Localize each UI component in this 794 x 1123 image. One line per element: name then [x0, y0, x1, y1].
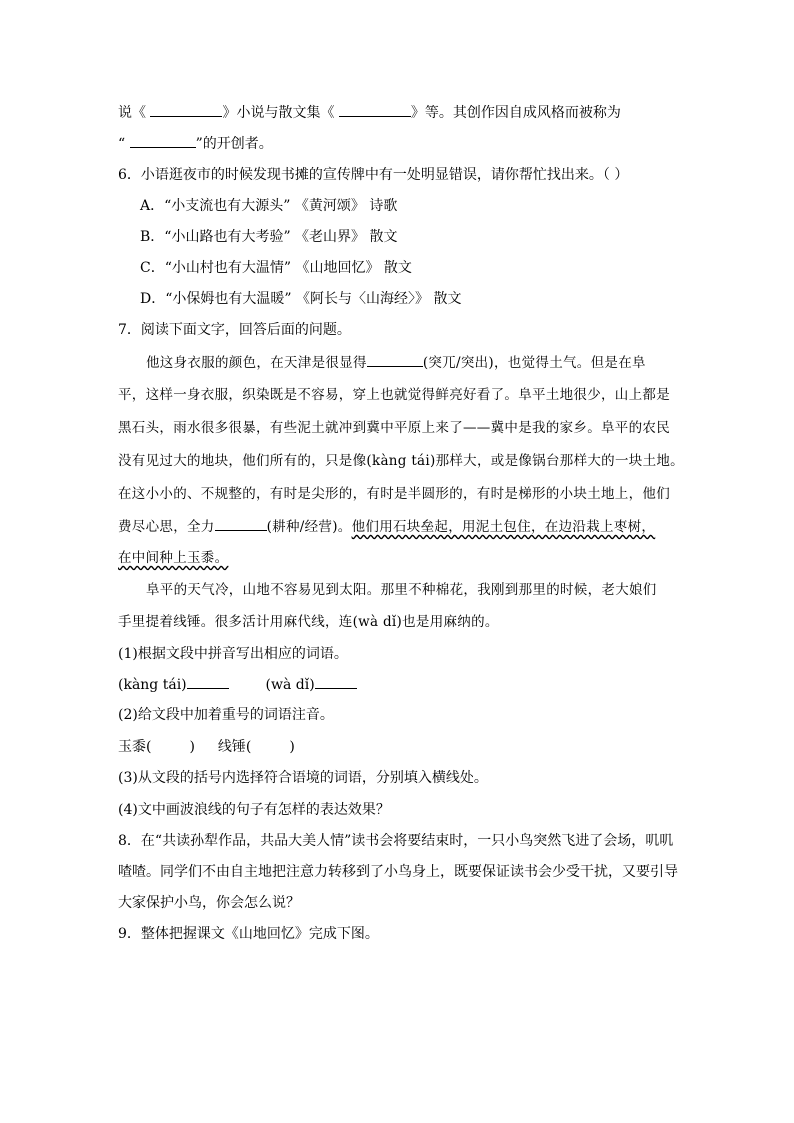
answer-blank: [150, 102, 222, 117]
q7-sub-3: (3)从文段的括号内选择符合语境的词语，分别填入横线处。: [118, 770, 488, 786]
q6-option-a: A．“小支流也有大源头” 《黄河颂》 诗歌: [140, 198, 398, 214]
q8-line-1: 8．在“共读孙犁作品，共品大美人情”读书会将要结束时，一只小鸟突然飞进了会场，叽叽: [118, 833, 674, 849]
answer-blank: [339, 102, 411, 117]
q8-line-2: 喳喳。同学们不由自主地把注意力转移到了小鸟身上，既要保证读书会少受干扰，又要引导: [118, 864, 678, 880]
answer-blank: [187, 674, 229, 689]
q8-line-3: 大家保护小鸟，你会怎么说？: [118, 895, 300, 911]
passage-line: 手里提着线锤。很多活计用麻代线，连(wà dǐ)也是用麻纳的。: [118, 614, 499, 630]
q5-line-1: 说《 》小说与散文集《 》等。其创作因自成风格而被称为: [118, 102, 621, 123]
q6-option-b: B．“小山路也有大考验” 《老山界》 散文: [140, 229, 398, 245]
passage-line: 费尽心思，全力 (耕种/经营)。他们用石块垒起，用泥土包住，在边沿栽上枣树，: [118, 516, 655, 537]
q9-stem: 9．整体把握课文《山地回忆》完成下图。: [118, 926, 379, 942]
wavy-underlined-sentence: 他们用石块垒起，用泥土包住，在边沿栽上枣树，: [351, 519, 656, 535]
passage-line: [118, 548, 228, 568]
wavy-underlined-sentence: 在中间种上玉黍。: [118, 550, 229, 566]
answer-blank: [315, 674, 357, 689]
answer-blank: [130, 133, 196, 148]
q5-line-2: “ ”的开创者。: [118, 133, 273, 154]
answer-blank: [367, 352, 423, 367]
q6-option-c: C．“小山村也有大温情” 《山地回忆》 散文: [140, 260, 412, 276]
passage-line: 他这身衣服的颜色，在天津是很显得 (突兀/突出)，也觉得土气。但是在阜: [146, 352, 646, 373]
q7-stem: 7．阅读下面文字，回答后面的问题。: [118, 322, 351, 338]
q7-sub-1: (1)根据文段中拼音写出相应的词语。: [118, 646, 348, 662]
passage-line: 没有见过大的地块，他们所有的，只是像(kàng tái)那样大，或是像锅台那样大的一块土地。: [118, 453, 684, 469]
q7-sub-2: (2)给文段中加着重号的词语注音。: [118, 707, 334, 723]
q7-pinyin-blanks: (kàng tái) (wà dǐ): [118, 674, 357, 695]
passage-line: 在这小小的、不规整的，有时是尖形的，有时是半圆形的，有时是梯形的小块土地上，他们: [118, 486, 670, 502]
passage-line: 阜平的天气冷，山地不容易见到太阳。那里不种棉花，我刚到那里的时候，老大娘们: [146, 582, 657, 598]
answer-blank: [215, 516, 267, 531]
passage-line: 黑石头，雨水很多很暴，有些泥土就冲到冀中平原上来了——冀中是我的家乡。阜平的农民: [118, 420, 670, 436]
passage-line: 平，这样一身衣服，织染既是不容易，穿上也就觉得鲜亮好看了。阜平土地很少，山上都是: [118, 387, 670, 403]
q7-notation-blanks: 玉黍( ) 线锤( ): [118, 739, 295, 755]
q7-sub-4: (4)文中画波浪线的句子有怎样的表达效果？: [118, 802, 390, 818]
q6-option-d: D．“小保姆也有大温暖” 《阿长与〈山海经〉》 散文: [140, 291, 462, 307]
q6-stem: 6．小语逛夜市的时候发现书摊的宣传牌中有一处明显错误，请你帮忙找出来。（ ）: [118, 167, 629, 183]
